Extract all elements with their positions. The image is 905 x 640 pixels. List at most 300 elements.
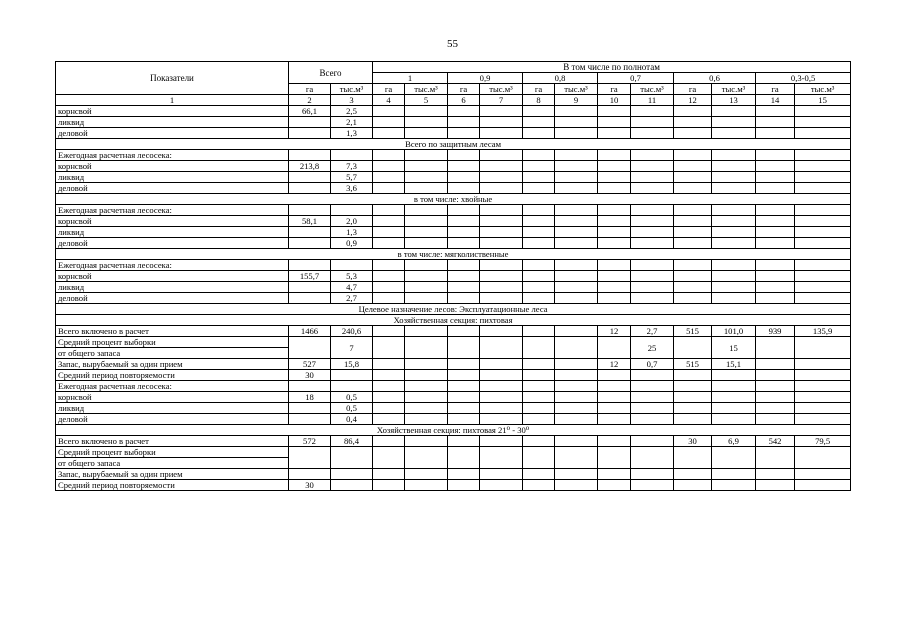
section-row — [56, 425, 851, 436]
column-number: 5 — [405, 95, 448, 106]
table-cell — [631, 403, 674, 414]
header-density: 0,7 — [598, 73, 674, 84]
column-number: 15 — [795, 95, 851, 106]
table-cell — [405, 293, 448, 304]
table-cell — [598, 150, 631, 161]
table-cell — [480, 469, 523, 480]
table-cell — [795, 480, 851, 491]
table-cell — [598, 436, 631, 447]
table-cell — [523, 403, 555, 414]
table-cell — [712, 381, 756, 392]
table-cell — [523, 447, 555, 469]
column-number: 1 — [56, 95, 289, 106]
table-cell: 30 — [289, 370, 331, 381]
table-cell — [523, 238, 555, 249]
table-cell — [523, 106, 555, 117]
table-cell: 6,9 — [712, 436, 756, 447]
table-cell — [598, 447, 631, 469]
table-cell — [674, 337, 712, 359]
table-cell — [480, 381, 523, 392]
row-label: Всего включено в расчет — [56, 436, 289, 447]
table-row — [56, 403, 851, 414]
table-cell — [448, 117, 480, 128]
table-cell — [674, 370, 712, 381]
table-cell — [373, 480, 405, 491]
column-number: 2 — [289, 95, 331, 106]
row-label: деловой — [56, 128, 289, 139]
header-unit-ha: га — [523, 84, 555, 95]
section-title: в том числе: мягколиственные — [56, 249, 851, 260]
table-cell — [448, 260, 480, 271]
table-cell — [795, 370, 851, 381]
table-cell — [480, 293, 523, 304]
header-indicators: Показатели — [56, 62, 289, 95]
row-label: ликвид — [56, 227, 289, 238]
table-cell — [631, 414, 674, 425]
table-cell: 572 — [289, 436, 331, 447]
table-cell — [405, 403, 448, 414]
table-cell: 213,8 — [289, 161, 331, 172]
header-unit-m3: тыс.м³ — [631, 84, 674, 95]
table-cell — [448, 436, 480, 447]
table-cell — [523, 172, 555, 183]
table-cell — [405, 447, 448, 469]
table-cell — [523, 161, 555, 172]
table-cell — [674, 392, 712, 403]
table-cell: 7 — [331, 337, 373, 359]
table-cell — [795, 403, 851, 414]
table-cell — [405, 161, 448, 172]
row-label: ликвид — [56, 172, 289, 183]
table-cell — [555, 183, 598, 194]
table-cell — [674, 216, 712, 227]
table-cell — [756, 293, 795, 304]
header-density: 0,6 — [674, 73, 756, 84]
table-cell — [598, 337, 631, 359]
table-cell — [598, 260, 631, 271]
table-cell — [480, 161, 523, 172]
column-number: 14 — [756, 95, 795, 106]
table-cell — [631, 480, 674, 491]
table-cell — [756, 271, 795, 282]
table-cell — [480, 227, 523, 238]
header-row-1 — [56, 62, 851, 73]
table-cell: 2,1 — [331, 117, 373, 128]
table-cell — [712, 106, 756, 117]
table-cell — [523, 436, 555, 447]
table-cell: 4,7 — [331, 282, 373, 293]
table-cell — [289, 282, 331, 293]
table-cell — [598, 403, 631, 414]
table-cell — [405, 436, 448, 447]
row-label: ликвид — [56, 282, 289, 293]
table-cell — [555, 436, 598, 447]
table-cell: 15,8 — [331, 359, 373, 370]
table-cell — [405, 183, 448, 194]
table-cell — [289, 128, 331, 139]
row-label: Ежегодная расчетная лесосека: — [56, 260, 289, 271]
table-cell — [405, 271, 448, 282]
table-cell — [373, 128, 405, 139]
table-cell — [448, 326, 480, 337]
table-cell — [795, 271, 851, 282]
table-cell — [523, 359, 555, 370]
table-cell — [712, 403, 756, 414]
column-number: 4 — [373, 95, 405, 106]
table-cell — [405, 282, 448, 293]
table-row — [56, 293, 851, 304]
table-cell — [555, 469, 598, 480]
table-row — [56, 326, 851, 337]
header-total: Всего — [289, 62, 373, 84]
table-cell: 0,9 — [331, 238, 373, 249]
table-cell — [795, 414, 851, 425]
row-label: корнсвой — [56, 161, 289, 172]
table-cell — [405, 128, 448, 139]
table-cell — [598, 392, 631, 403]
row-label: корнсвой — [56, 392, 289, 403]
header-unit-m3: тыс.м³ — [480, 84, 523, 95]
table-cell — [598, 469, 631, 480]
page-number: 55 — [447, 38, 458, 50]
table-cell — [756, 392, 795, 403]
table-cell — [555, 370, 598, 381]
table-cell — [555, 447, 598, 469]
table-cell — [756, 128, 795, 139]
table-row — [56, 172, 851, 183]
table-cell — [405, 370, 448, 381]
table-row — [56, 128, 851, 139]
table-cell — [756, 205, 795, 216]
table-cell — [598, 117, 631, 128]
table-cell — [331, 480, 373, 491]
table-cell — [674, 161, 712, 172]
table-cell — [448, 271, 480, 282]
table-cell — [795, 205, 851, 216]
table-cell — [712, 216, 756, 227]
table-cell — [712, 128, 756, 139]
header-unit-m3: тыс.м³ — [555, 84, 598, 95]
table-cell — [631, 161, 674, 172]
table-cell — [373, 227, 405, 238]
table-cell — [523, 183, 555, 194]
table-cell — [795, 150, 851, 161]
table-cell: 542 — [756, 436, 795, 447]
table-cell — [405, 337, 448, 359]
table-cell: 1466 — [289, 326, 331, 337]
table-cell — [448, 161, 480, 172]
table-cell — [598, 293, 631, 304]
table-cell — [405, 150, 448, 161]
row-label: Ежегодная расчетная лесосека: — [56, 205, 289, 216]
column-number: 9 — [555, 95, 598, 106]
table-row — [56, 447, 851, 458]
header-density: 0,3-0,5 — [756, 73, 851, 84]
table-cell — [756, 469, 795, 480]
table-cell — [480, 436, 523, 447]
table-cell — [712, 282, 756, 293]
table-cell — [289, 205, 331, 216]
column-number: 12 — [674, 95, 712, 106]
table-cell — [373, 337, 405, 359]
table-cell — [555, 128, 598, 139]
table-cell — [480, 359, 523, 370]
table-cell: 12 — [598, 326, 631, 337]
header-density: 0,8 — [523, 73, 598, 84]
table-cell — [448, 183, 480, 194]
table-cell — [555, 381, 598, 392]
table-cell — [523, 392, 555, 403]
table-cell — [712, 227, 756, 238]
row-label: ликвид — [56, 117, 289, 128]
table-cell: 18 — [289, 392, 331, 403]
table-cell — [289, 293, 331, 304]
table-cell — [795, 260, 851, 271]
table-cell — [373, 447, 405, 469]
table-cell — [480, 480, 523, 491]
table-cell — [712, 172, 756, 183]
table-cell — [674, 293, 712, 304]
table-cell — [523, 326, 555, 337]
table-cell — [373, 293, 405, 304]
row-label: от общего запаса — [56, 348, 289, 359]
table-cell — [555, 216, 598, 227]
table-cell: 66,1 — [289, 106, 331, 117]
table-cell — [674, 260, 712, 271]
header-unit-m3: тыс.м³ — [331, 84, 373, 95]
table-cell — [555, 161, 598, 172]
table-cell — [674, 403, 712, 414]
row-label: деловой — [56, 293, 289, 304]
table-cell — [555, 205, 598, 216]
table-cell — [756, 227, 795, 238]
table-row — [56, 271, 851, 282]
table-cell — [598, 370, 631, 381]
table-cell — [555, 227, 598, 238]
header-unit-m3: тыс.м³ — [405, 84, 448, 95]
table-cell — [373, 106, 405, 117]
table-cell — [631, 205, 674, 216]
table-cell — [405, 359, 448, 370]
table-cell — [480, 216, 523, 227]
row-label: корнсвой — [56, 216, 289, 227]
table-cell — [448, 227, 480, 238]
table-cell — [480, 260, 523, 271]
table-cell — [712, 392, 756, 403]
table-cell — [405, 238, 448, 249]
table-cell — [712, 238, 756, 249]
table-cell — [674, 227, 712, 238]
table-cell: 2,7 — [331, 293, 373, 304]
table-cell — [289, 337, 331, 359]
table-cell — [756, 414, 795, 425]
table-cell — [523, 271, 555, 282]
table-cell — [555, 293, 598, 304]
table-cell — [555, 117, 598, 128]
table-cell — [480, 271, 523, 282]
table-cell — [555, 172, 598, 183]
header-unit-ha: га — [756, 84, 795, 95]
table-cell — [795, 293, 851, 304]
table-cell — [448, 392, 480, 403]
table-cell: 515 — [674, 326, 712, 337]
table-cell — [448, 216, 480, 227]
section-row — [56, 194, 851, 205]
section-title: Всего по защитным лесам — [56, 139, 851, 150]
table-cell — [289, 117, 331, 128]
table-cell: 240,6 — [331, 326, 373, 337]
table-row — [56, 106, 851, 117]
table-cell — [331, 447, 373, 469]
table-cell — [795, 172, 851, 183]
table-cell — [795, 117, 851, 128]
table-cell — [756, 282, 795, 293]
row-label: деловой — [56, 238, 289, 249]
table-cell — [674, 128, 712, 139]
table-cell — [756, 150, 795, 161]
table-cell — [405, 469, 448, 480]
table-cell — [598, 216, 631, 227]
header-density: 1 — [373, 73, 448, 84]
section-title: в том числе: хвойные — [56, 194, 851, 205]
table-cell — [756, 260, 795, 271]
table-cell — [448, 150, 480, 161]
table-cell — [331, 370, 373, 381]
table-cell: 30 — [674, 436, 712, 447]
table-cell — [448, 447, 480, 469]
section-title: Хозяйственная секция: пихтовая 21⁰ - 30⁰ — [56, 425, 851, 436]
header-row-numbers — [56, 95, 851, 106]
table-body — [56, 106, 851, 491]
table-cell — [756, 370, 795, 381]
table-cell — [480, 326, 523, 337]
table-cell — [674, 469, 712, 480]
table-cell: 30 — [289, 480, 331, 491]
table-cell: 15,1 — [712, 359, 756, 370]
table-cell — [523, 150, 555, 161]
table-cell — [795, 469, 851, 480]
table-cell — [480, 403, 523, 414]
row-label: Запас, вырубаемый за один прием — [56, 359, 289, 370]
table-cell: 2,0 — [331, 216, 373, 227]
table-cell — [405, 326, 448, 337]
table-cell — [331, 381, 373, 392]
table-cell — [480, 183, 523, 194]
table-row — [56, 359, 851, 370]
table-cell — [712, 414, 756, 425]
table-cell — [373, 271, 405, 282]
table-cell — [756, 117, 795, 128]
table-cell: 2,7 — [631, 326, 674, 337]
table-cell — [795, 161, 851, 172]
table-cell — [598, 183, 631, 194]
table-cell — [631, 183, 674, 194]
table-cell: 101,0 — [712, 326, 756, 337]
table-cell — [674, 117, 712, 128]
section-row — [56, 315, 851, 326]
row-label: Запас, вырубаемый за один прием — [56, 469, 289, 480]
table-cell — [448, 238, 480, 249]
table-cell — [631, 117, 674, 128]
row-label: Средний период повторяемости — [56, 480, 289, 491]
table-cell — [480, 392, 523, 403]
header-unit-ha: га — [674, 84, 712, 95]
table-cell: 155,7 — [289, 271, 331, 282]
table-cell — [480, 414, 523, 425]
table-cell — [756, 161, 795, 172]
table-cell — [448, 480, 480, 491]
row-label: корнсвой — [56, 271, 289, 282]
table-cell: 515 — [674, 359, 712, 370]
table-cell — [712, 117, 756, 128]
table-cell — [373, 238, 405, 249]
column-number: 6 — [448, 95, 480, 106]
table-cell — [448, 469, 480, 480]
table-row — [56, 480, 851, 491]
table-row — [56, 238, 851, 249]
table-cell — [756, 216, 795, 227]
table-cell — [674, 381, 712, 392]
header-unit-m3: тыс.м³ — [712, 84, 756, 95]
table-cell — [523, 469, 555, 480]
forest-table — [55, 61, 851, 491]
table-cell — [373, 183, 405, 194]
table-cell — [555, 326, 598, 337]
table-cell — [795, 337, 851, 359]
column-number: 10 — [598, 95, 631, 106]
table-cell — [523, 227, 555, 238]
table-cell: 5,3 — [331, 271, 373, 282]
table-cell — [631, 271, 674, 282]
table-cell: 3,6 — [331, 183, 373, 194]
table-cell — [795, 359, 851, 370]
table-cell — [598, 480, 631, 491]
table-cell — [373, 359, 405, 370]
column-number: 11 — [631, 95, 674, 106]
table-cell — [756, 447, 795, 469]
table-cell — [631, 106, 674, 117]
table-cell — [331, 205, 373, 216]
table-row — [56, 227, 851, 238]
table-cell: 527 — [289, 359, 331, 370]
table-cell — [598, 282, 631, 293]
table-cell — [373, 414, 405, 425]
section-title: Целевое назначение лесов: Эксплуатационные леса — [56, 304, 851, 315]
table-cell — [405, 117, 448, 128]
table-cell — [373, 150, 405, 161]
table-row — [56, 117, 851, 128]
table-cell — [523, 293, 555, 304]
header-unit-ha: га — [289, 84, 331, 95]
table-cell — [289, 238, 331, 249]
table-cell — [448, 205, 480, 216]
table-cell — [598, 414, 631, 425]
table-cell — [555, 414, 598, 425]
table-cell — [674, 414, 712, 425]
table-cell — [480, 282, 523, 293]
table-cell — [405, 414, 448, 425]
table-cell — [631, 216, 674, 227]
table-cell — [373, 216, 405, 227]
table-cell — [405, 392, 448, 403]
table-cell — [674, 447, 712, 469]
row-label: корнсвой — [56, 106, 289, 117]
table-cell — [674, 106, 712, 117]
table-cell — [598, 205, 631, 216]
table-cell — [555, 403, 598, 414]
section-row — [56, 249, 851, 260]
table-cell — [555, 282, 598, 293]
